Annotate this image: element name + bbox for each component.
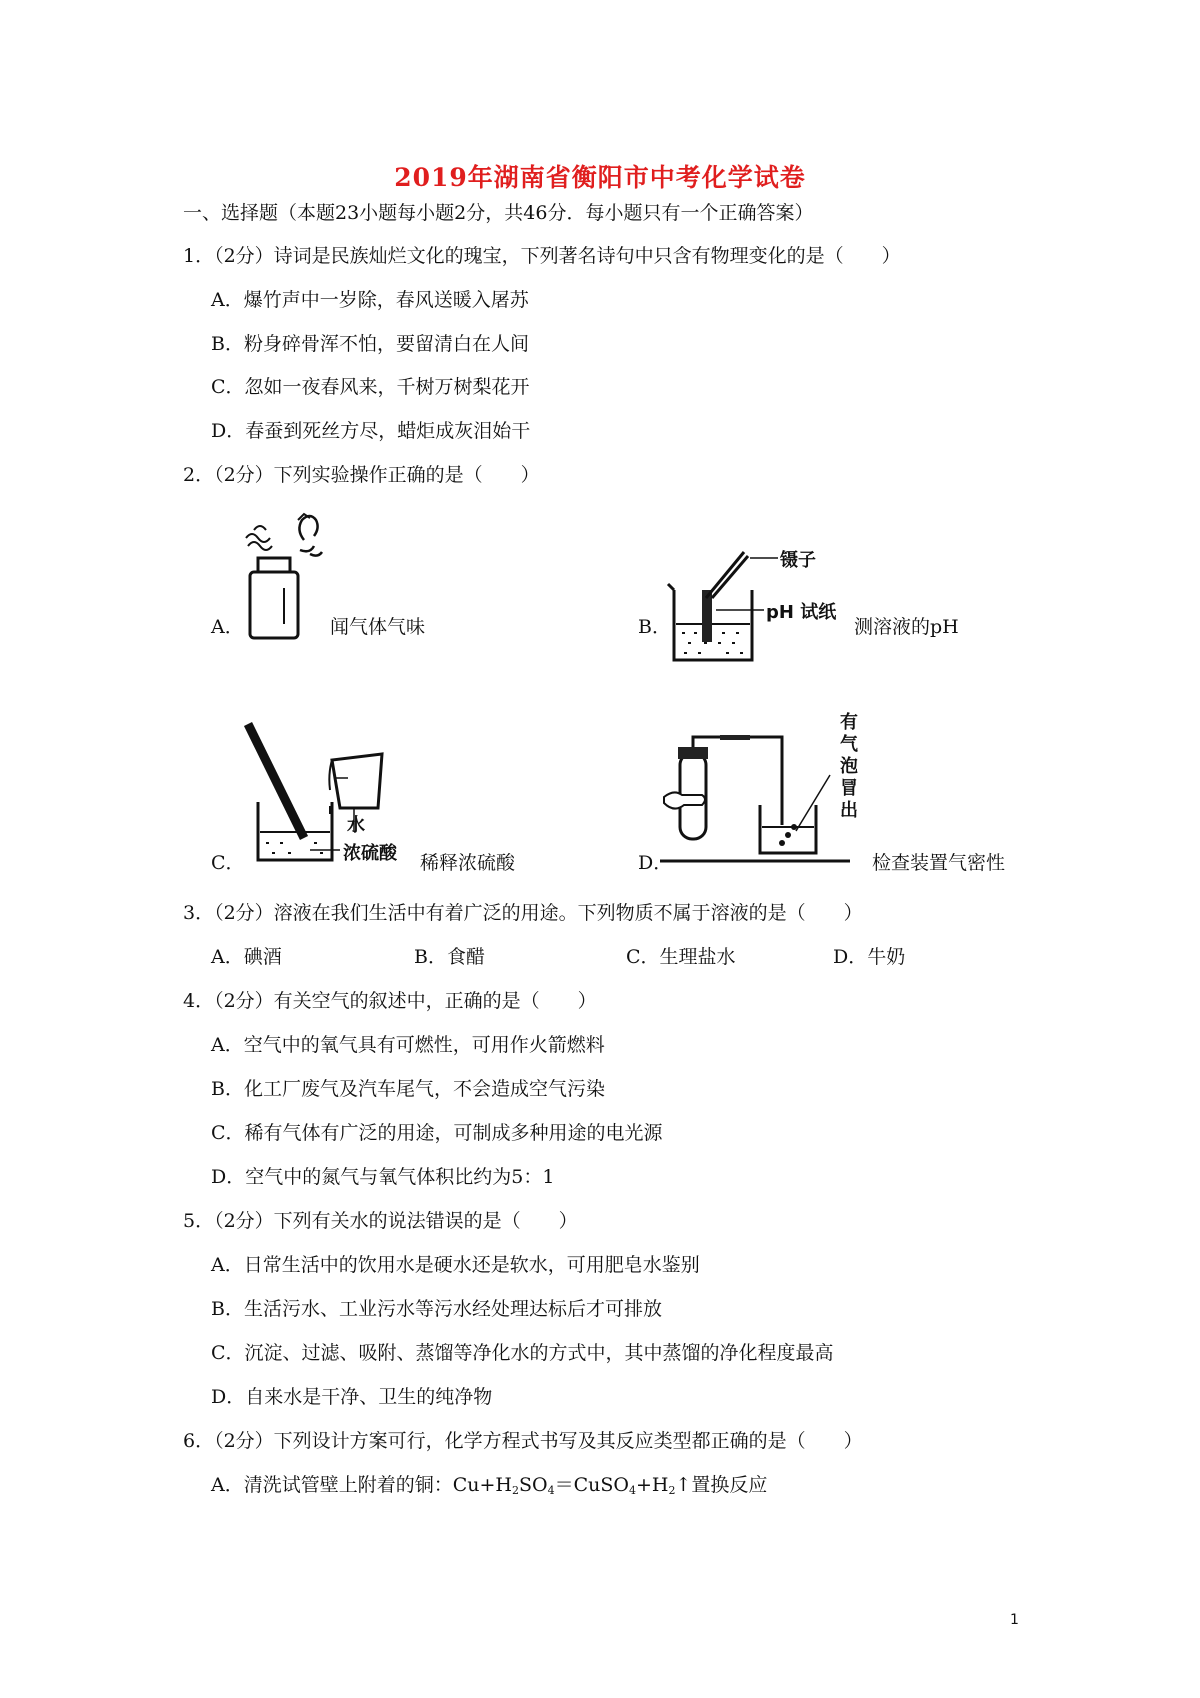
question-1-option-d[interactable]: D．春蚕到死丝方尽，蜡炬成灰泪始干 xyxy=(211,420,531,442)
question-4-option-b[interactable]: B．化工厂废气及汽车尾气，不会造成空气污染 xyxy=(211,1078,605,1100)
question-1-option-c[interactable]: C．忽如一夜春风来，千树万树梨花开 xyxy=(211,376,530,398)
question-3-stem: 3．（2分）溶液在我们生活中有着广泛的用途。下列物质不属于溶液的是（ ） xyxy=(183,902,863,924)
question-4-option-d[interactable]: D．空气中的氮气与氧气体积比约为5：1 xyxy=(211,1166,555,1188)
question-3-option-d[interactable]: D．牛奶 xyxy=(833,946,906,968)
question-3-option-b[interactable]: B．食醋 xyxy=(414,946,485,968)
question-5-option-c[interactable]: C．沉淀、过滤、吸附、蒸馏等净化水的方式中，其中蒸馏的净化程度最高 xyxy=(211,1342,834,1364)
question-5-option-d[interactable]: D．自来水是干净、卫生的纯净物 xyxy=(211,1386,493,1408)
label-concentrated-acid: 浓硫酸 xyxy=(343,843,397,864)
question-2-option-d-caption: 检查装置气密性 xyxy=(872,852,1006,874)
figure-smelling-gas xyxy=(240,510,340,645)
question-1-option-b[interactable]: B．粉身碎骨浑不怕，要留清白在人间 xyxy=(211,333,529,355)
question-5-stem: 5．（2分）下列有关水的说法错误的是（ ） xyxy=(183,1210,578,1232)
question-2-option-c-caption: 稀释浓硫酸 xyxy=(420,852,516,874)
label-tweezers: 镊子 xyxy=(780,550,816,571)
question-5-option-a[interactable]: A．日常生活中的饮用水是硬水还是软水，可用肥皂水鉴别 xyxy=(211,1254,700,1276)
label-water: 水 xyxy=(347,815,365,836)
label-bubbles: 有气泡冒出 xyxy=(840,712,858,821)
question-4-option-c[interactable]: C．稀有气体有广泛的用途，可制成多种用途的电光源 xyxy=(211,1122,663,1144)
question-3-option-a[interactable]: A．碘酒 xyxy=(211,946,282,968)
question-2-option-a-caption: 闻气体气味 xyxy=(330,616,426,638)
label-ph-paper: pH 试纸 xyxy=(766,602,837,623)
figure-airtightness xyxy=(660,735,860,865)
question-6-option-a[interactable]: A．清洗试管壁上附着的铜：$Cu+H_2SO_4=CuSO_4+H_2↑$置换反应 xyxy=(211,1474,768,1497)
question-2-stem: 2．（2分）下列实验操作正确的是（ ） xyxy=(183,464,540,486)
question-5-option-b[interactable]: B．生活污水、工业污水等污水经处理达标后才可排放 xyxy=(211,1298,662,1320)
question-2-option-a-letter[interactable]: A． xyxy=(211,616,244,638)
page-number: 1 xyxy=(1010,1612,1019,1628)
question-4-option-a[interactable]: A．空气中的氧气具有可燃性，可用作火箭燃料 xyxy=(211,1034,605,1056)
question-1-stem: 1．（2分）诗词是民族灿烂文化的瑰宝，下列著名诗句中只含有物理变化的是（ ） xyxy=(183,245,901,267)
question-3-option-c[interactable]: C．生理盐水 xyxy=(626,946,736,968)
question-2-option-c-letter[interactable]: C． xyxy=(211,852,245,874)
question-6-stem: 6．（2分）下列设计方案可行，化学方程式书写及其反应类型都正确的是（ ） xyxy=(183,1430,863,1452)
question-2-option-b-letter[interactable]: B． xyxy=(638,616,671,638)
question-4-stem: 4．（2分）有关空气的叙述中，正确的是（ ） xyxy=(183,990,597,1012)
question-2-option-b-caption: 测溶液的pH xyxy=(854,616,959,638)
page-title: 2019年湖南省衡阳市中考化学试卷 xyxy=(394,163,806,192)
question-1-option-a[interactable]: A．爆竹声中一岁除，春风送暖入屠苏 xyxy=(211,289,529,311)
question-2-option-d-letter[interactable]: D． xyxy=(638,852,673,874)
section-heading: 一、选择题（本题23小题每小题2分，共46分．每小题只有一个正确答案） xyxy=(183,202,814,224)
